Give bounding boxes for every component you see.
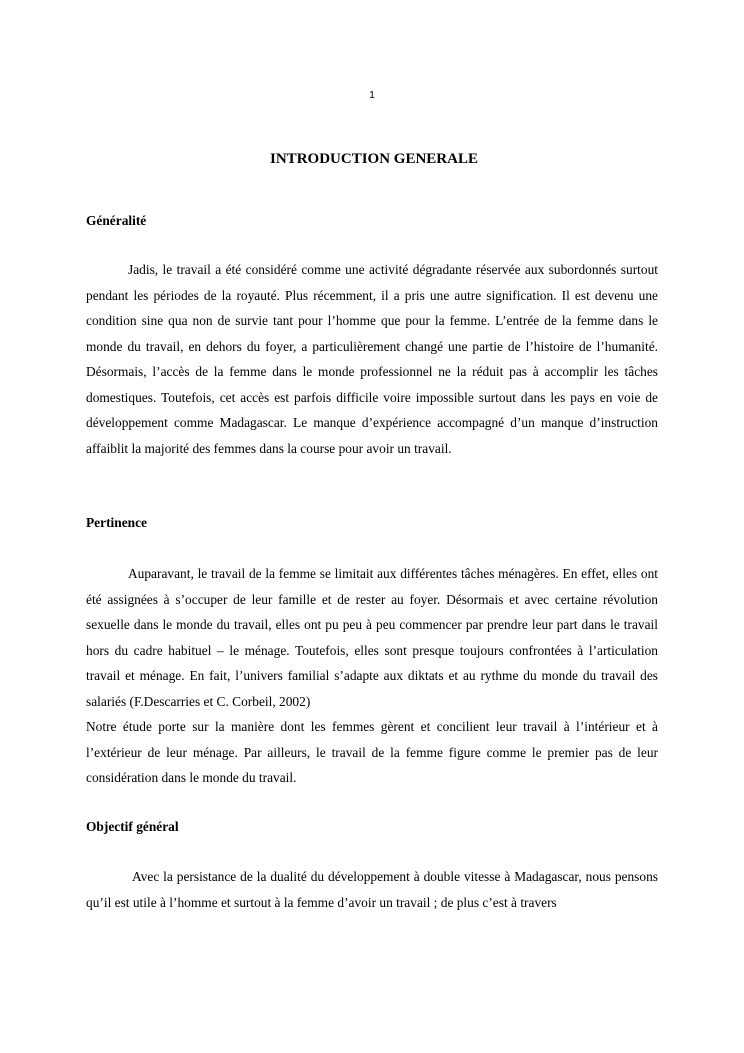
paragraph-pertinence-2: Notre étude porte sur la manière dont les femmes gèrent et concilient leur travail à l’intérieur et à l’extérieur de leur ménage. Par ailleurs, le travail de la femme figure comme le premier pas de leur considération dans le monde du travail.: [86, 719, 658, 785]
page-title: INTRODUCTION GENERALE: [270, 151, 478, 167]
section-heading-generalite: Généralité: [86, 213, 147, 228]
section-heading-pertinence: Pertinence: [86, 515, 147, 530]
paragraph-objectif-general: Avec la persistance de la dualité du développement à double vitesse à Madagascar, nous pensons qu’il est utile à l’homme et surtout à la femme d’avoir un travail ; de plus c’est à travers: [86, 869, 658, 910]
paragraph-generalite: Jadis, le travail a été considéré comme une activité dégradante réservée aux subordonnés surtout pendant les périodes de la royauté. Plus récemment, il a pris une autre signification. Il est devenu une condition sine qua non de survie tant pour l’homme que pour la femme. L’entrée de la femme dans le monde du travail, en dehors du foyer, a particulièrement changé une partie de l’histoire de l’humanité. Désormais, l’accès de la femme dans le monde professionnel ne la réduit pas à accomplir les tâches domestiques. Toutefois, cet accès est parfois difficile voire impossible surtout dans les pays en voie de développement comme Madagascar. Le manque d’expérience accompagné d’un manque d’instruction affaiblit la majorité des femmes dans la course pour avoir un travail.: [86, 262, 658, 456]
section-heading-objectif-general: Objectif général: [86, 819, 179, 834]
page-number: 1: [369, 89, 375, 101]
paragraph-pertinence-1: Auparavant, le travail de la femme se limitait aux différentes tâches ménagères. En effet, elles ont été assignées à s’occuper de leur famille et de rester au foyer. Désormais et avec certaine révolution sexuelle dans le monde du travail, elles ont pu peu à peu commencer par prendre leur part dans le travail hors du cadre habituel – le ménage. Toutefois, elles sont presque toujours confrontées à l’articulation travail et ménage. En fait, l’univers familial s’adapte aux diktats et au rythme du monde du travail des salariés (F.Descarries et C. Corbeil, 2002): [86, 566, 658, 709]
